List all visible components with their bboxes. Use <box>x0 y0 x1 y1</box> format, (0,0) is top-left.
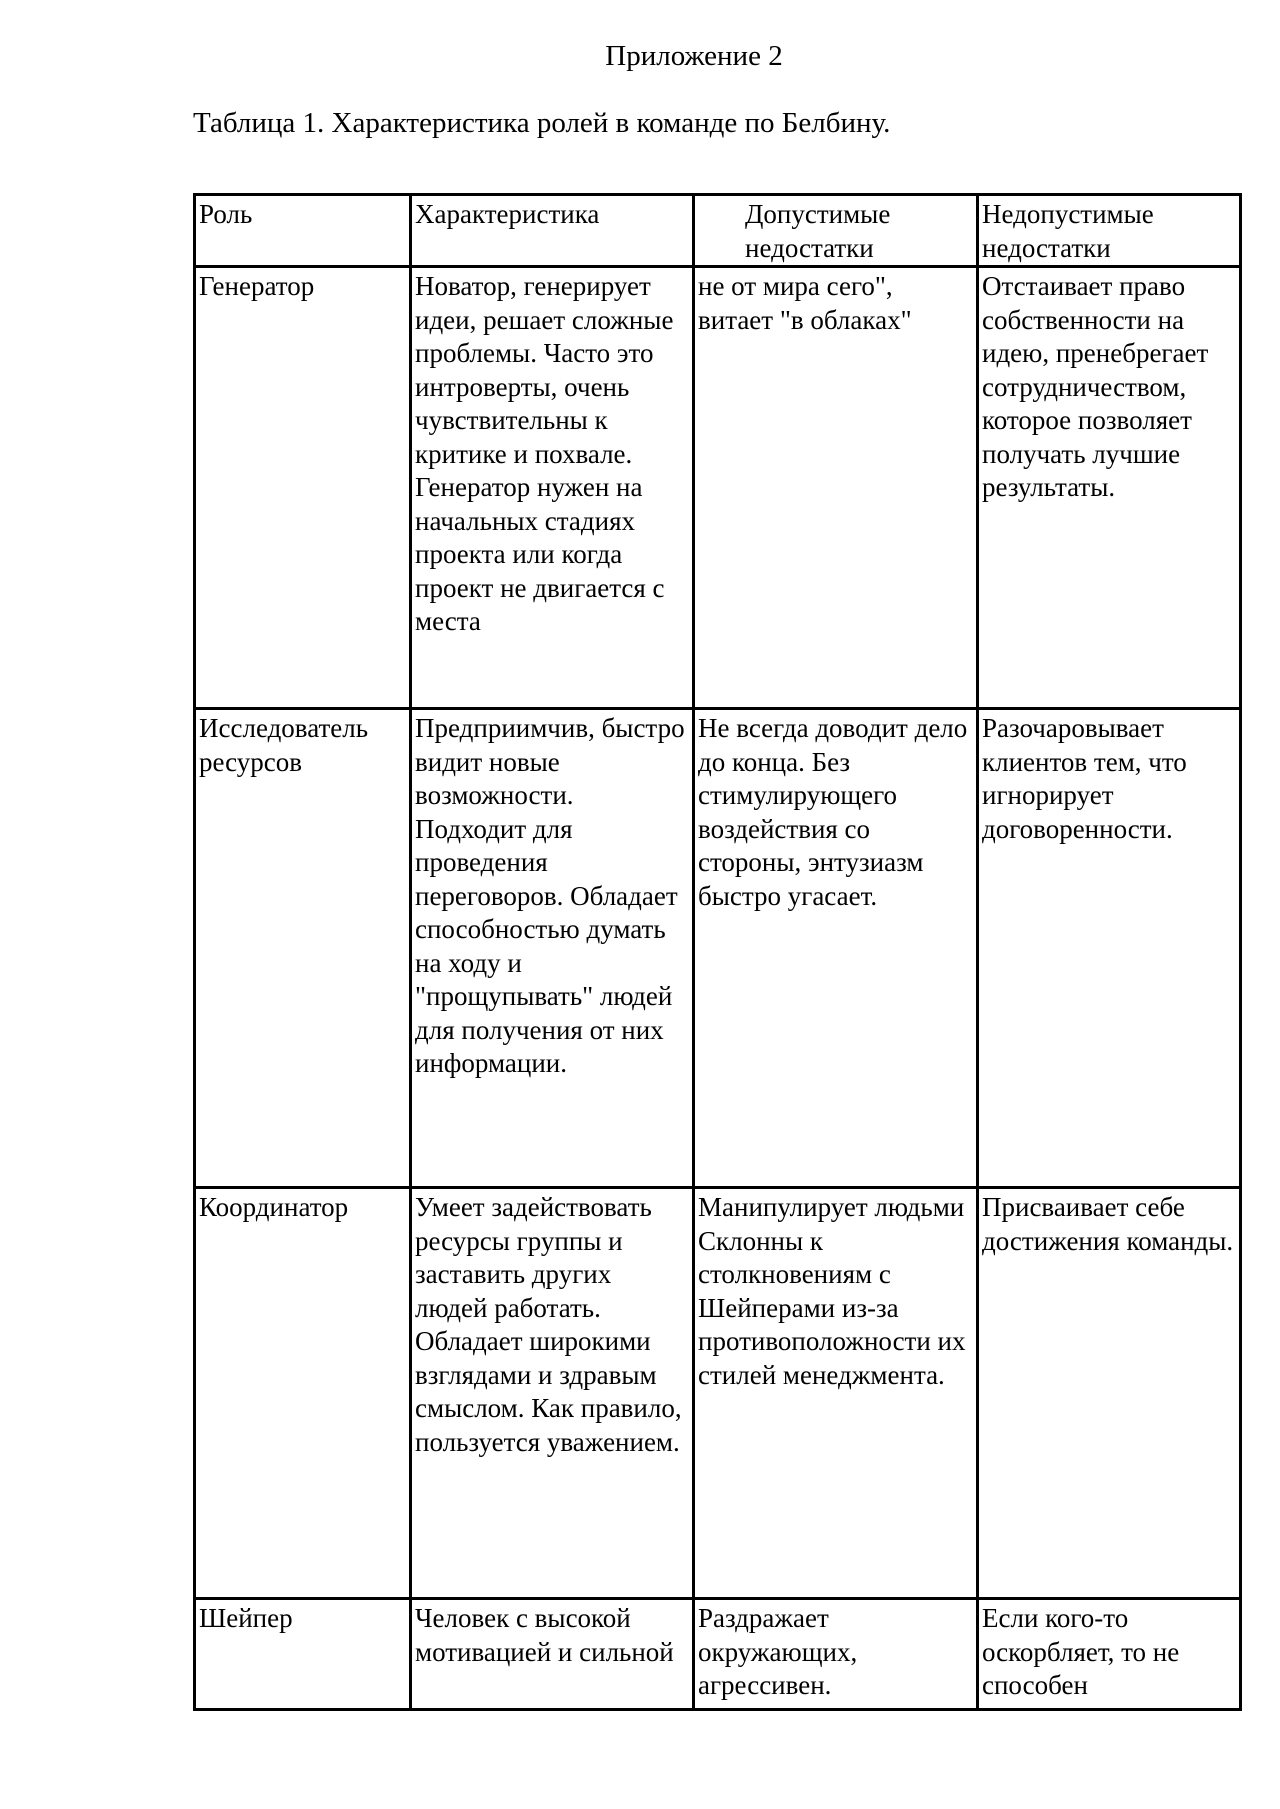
table-row <box>195 1188 1241 1599</box>
acceptable-cell: Раздражает окружающих, агрессивен. <box>694 1599 978 1710</box>
table-caption: Таблица 1. Характеристика ролей в команде по Белбину. <box>193 107 891 139</box>
header-unacceptable-flaws: Недопустимые недостатки <box>978 195 1241 267</box>
characteristic-cell: Умеет задействовать ресурсы группы и заставить других людей работать. Обладает широкими взглядами и здравым смыслом. Как правило, пользуется уважением. <box>411 1188 694 1599</box>
unacceptable-cell: Отстаивает право собственности на идею, пренебрегает сотрудничеством, которое позволяет получать лучшие результаты. <box>978 267 1241 709</box>
unacceptable-cell: Присваивает себе достижения команды. <box>978 1188 1241 1599</box>
acceptable-cell: Манипулирует людьми Склонны к столкновениям с Шейперами из-за противоположности их стилей менеджмента. <box>694 1188 978 1599</box>
header-characteristic: Характеристика <box>411 195 694 267</box>
unacceptable-cell: Если кого-то оскорбляет, то не способен <box>978 1599 1241 1710</box>
belbin-roles-table <box>193 193 1242 1711</box>
role-cell: Генератор <box>195 267 411 709</box>
table-header-row <box>195 195 1241 267</box>
role-cell: Координатор <box>195 1188 411 1599</box>
characteristic-cell: Новатор, генерирует идеи, решает сложные проблемы. Часто это интроверты, очень чувствительны к критике и похвале. Генератор нужен на начальных стадиях проекта или когда проект не двигается с места <box>411 267 694 709</box>
role-cell: Шейпер <box>195 1599 411 1710</box>
appendix-title: Приложение 2 <box>605 40 783 72</box>
characteristic-cell: Предприимчив, быстро видит новые возможности. Подходит для проведения переговоров. Обладает способностью думать на ходу и "прощупывать" людей для получения от них информации. <box>411 709 694 1188</box>
characteristic-cell: Человек с высокой мотивацией и сильной <box>411 1599 694 1710</box>
role-cell: Исследователь ресурсов <box>195 709 411 1188</box>
acceptable-cell: Не всегда доводит дело до конца. Без стимулирующего воздействия со стороны, энтузиазм быстро угасает. <box>694 709 978 1188</box>
acceptable-cell: не от мира сего", витает "в облаках" <box>694 267 978 709</box>
header-role: Роль <box>195 195 411 267</box>
table-row <box>195 709 1241 1188</box>
header-acceptable-flaws: Допустимые недостатки <box>694 195 978 267</box>
table-row <box>195 1599 1241 1710</box>
table-row <box>195 267 1241 709</box>
unacceptable-cell: Разочаровывает клиентов тем, что игнорирует договоренности. <box>978 709 1241 1188</box>
